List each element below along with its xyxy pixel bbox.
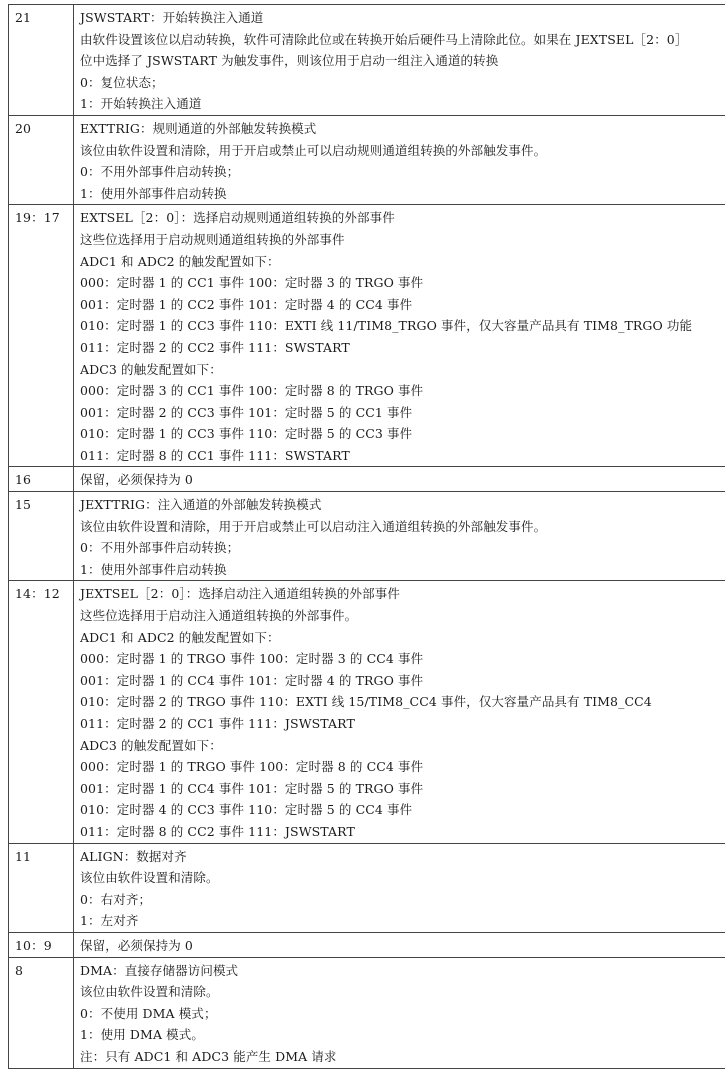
description-line: 010：定时器 1 的 CC3 事件 110：定时器 5 的 CC3 事件: [80, 426, 413, 442]
description-cell: [74, 5, 725, 116]
description-line: 1：使用外部事件启动转换: [80, 185, 227, 201]
bit-number: 15: [15, 497, 32, 513]
bit-number: 21: [15, 10, 32, 25]
description-line: 011：定时器 8 的 CC2 事件 111：JSWSTART: [80, 823, 355, 839]
description-cell: [74, 492, 725, 581]
bit-number: 16: [15, 472, 32, 488]
table-row: [9, 5, 725, 116]
description-cell: [74, 205, 725, 467]
description-line: 011：定时器 2 的 CC2 事件 111：SWSTART: [80, 339, 350, 355]
description-cell: [74, 957, 725, 1068]
bit-number: 8: [15, 962, 24, 978]
bit-number-cell: [9, 492, 74, 581]
bit-number-cell: [9, 115, 74, 204]
description-line: 000：定时器 1 的 TRGO 事件 100：定时器 3 的 CC4 事件: [80, 651, 424, 667]
description-line: 001：定时器 2 的 CC3 事件 101：定时器 5 的 CC1 事件: [80, 404, 413, 420]
bit-number-cell: [9, 581, 74, 843]
table-row: [9, 115, 725, 204]
description-line: 011：定时器 2 的 CC1 事件 111：JSWSTART: [80, 716, 355, 731]
table-row: [9, 957, 725, 1068]
table-row: [9, 492, 725, 581]
description-line: 这些位选择用于启动注入通道组转换的外部事件。: [80, 608, 358, 624]
description-line: 010：定时器 4 的 CC3 事件 110：定时器 5 的 CC4 事件: [80, 802, 413, 818]
register-bit-table: [8, 4, 725, 1069]
description-line: 001：定时器 1 的 CC2 事件 101：定时器 4 的 CC4 事件: [80, 296, 413, 312]
description-line: 1：使用 DMA 模式。: [80, 1027, 204, 1043]
description-line: 000：定时器 3 的 CC1 事件 100：定时器 8 的 TRGO 事件: [80, 383, 424, 399]
description-line: 该位由软件设置和清除，用于开启或禁止可以启动规则通道组转换的外部触发事件。: [80, 142, 547, 158]
table-body: [9, 5, 725, 1069]
description-cell: [74, 115, 725, 204]
description-line: 保留，必须保持为 0: [80, 937, 193, 953]
description-line: 这些位选择用于启动规则通道组转换的外部事件: [80, 231, 345, 247]
bit-number-cell: [9, 932, 74, 957]
description-line: ADC3 的触发配置如下：: [80, 737, 222, 753]
description-line: 该位由软件设置和清除。: [80, 984, 219, 1000]
bit-number: 20: [15, 120, 32, 136]
description-line: 1：开始转换注入通道: [80, 96, 202, 112]
description-line: 由软件设置该位以启动转换，软件可清除此位或在转换开始后硬件马上清除此位。如果在 JEXTSEL［2：0］: [80, 31, 688, 47]
description-line: 保留，必须保持为 0: [80, 472, 193, 488]
description-line: ADC1 和 ADC2 的触发配置如下：: [80, 253, 280, 269]
bit-number: 11: [15, 848, 32, 864]
description-line: 0：复位状态；: [80, 74, 164, 90]
description-line: DMA：直接存储器访问模式: [80, 962, 239, 978]
description-line: ADC3 的触发配置如下：: [80, 361, 222, 377]
description-line: 该位由软件设置和清除，用于开启或禁止可以启动注入通道组转换的外部触发事件。: [80, 518, 547, 534]
table-row: [9, 932, 725, 957]
description-line: JSWSTART：开始转换注入通道: [80, 10, 264, 25]
table-row: [9, 467, 725, 492]
description-cell: [74, 467, 725, 492]
description-line: 位中选择了 JSWSTART 为触发事件，则该位用于启动一组注入通道的转换: [80, 53, 499, 69]
description-line: 000：定时器 1 的 TRGO 事件 100：定时器 8 的 CC4 事件: [80, 759, 424, 775]
description-line: 0：不用外部事件启动转换；: [80, 164, 240, 180]
description-line: 注：只有 ADC1 和 ADC3 能产生 DMA 请求: [80, 1048, 337, 1064]
description-line: EXTSEL［2：0］：选择启动规则通道组转换的外部事件: [80, 210, 395, 226]
description-line: 0：不使用 DMA 模式；: [80, 1005, 217, 1021]
bit-number-cell: [9, 5, 74, 116]
description-line: 001：定时器 1 的 CC4 事件 101：定时器 4 的 TRGO 事件: [80, 672, 424, 688]
table-row: [9, 581, 725, 843]
bit-number: 14：12: [15, 586, 60, 602]
description-line: ADC1 和 ADC2 的触发配置如下：: [80, 629, 280, 645]
description-line: JEXTSEL［2：0］：选择启动注入通道组转换的外部事件: [80, 586, 400, 602]
bit-number-cell: [9, 957, 74, 1068]
description-line: 该位由软件设置和清除。: [80, 870, 219, 886]
description-line: 011：定时器 8 的 CC1 事件 111：SWSTART: [80, 447, 350, 463]
description-line: 0：右对齐；: [80, 891, 152, 907]
bit-number-cell: [9, 205, 74, 467]
description-cell: [74, 843, 725, 932]
description-line: ALIGN：数据对齐: [80, 848, 187, 864]
table-row: [9, 843, 725, 932]
bit-number-cell: [9, 843, 74, 932]
description-line: 010：定时器 1 的 CC3 事件 110：EXTI 线 11/TIM8_TRGO 事件，仅大容量产品具有 TIM8_TRGO 功能: [80, 318, 693, 334]
description-cell: [74, 581, 725, 843]
description-line: JEXTTRIG：注入通道的外部触发转换模式: [80, 497, 322, 513]
description-line: EXTTRIG：规则通道的外部触发转换模式: [80, 120, 317, 136]
description-line: 001：定时器 1 的 CC4 事件 101：定时器 5 的 TRGO 事件: [80, 780, 424, 796]
bit-number: 10：9: [15, 937, 52, 953]
table-row: [9, 205, 725, 467]
description-line: 1：左对齐: [80, 913, 139, 929]
bit-number-cell: [9, 467, 74, 492]
description-line: 0：不用外部事件启动转换；: [80, 540, 240, 556]
bit-number: 19：17: [15, 210, 60, 226]
description-line: 1：使用外部事件启动转换: [80, 561, 227, 577]
description-line: 000：定时器 1 的 CC1 事件 100：定时器 3 的 TRGO 事件: [80, 275, 424, 291]
description-line: 010：定时器 2 的 TRGO 事件 110：EXTI 线 15/TIM8_CC4 事件，仅大容量产品具有 TIM8_CC4: [80, 694, 652, 710]
description-cell: [74, 932, 725, 957]
